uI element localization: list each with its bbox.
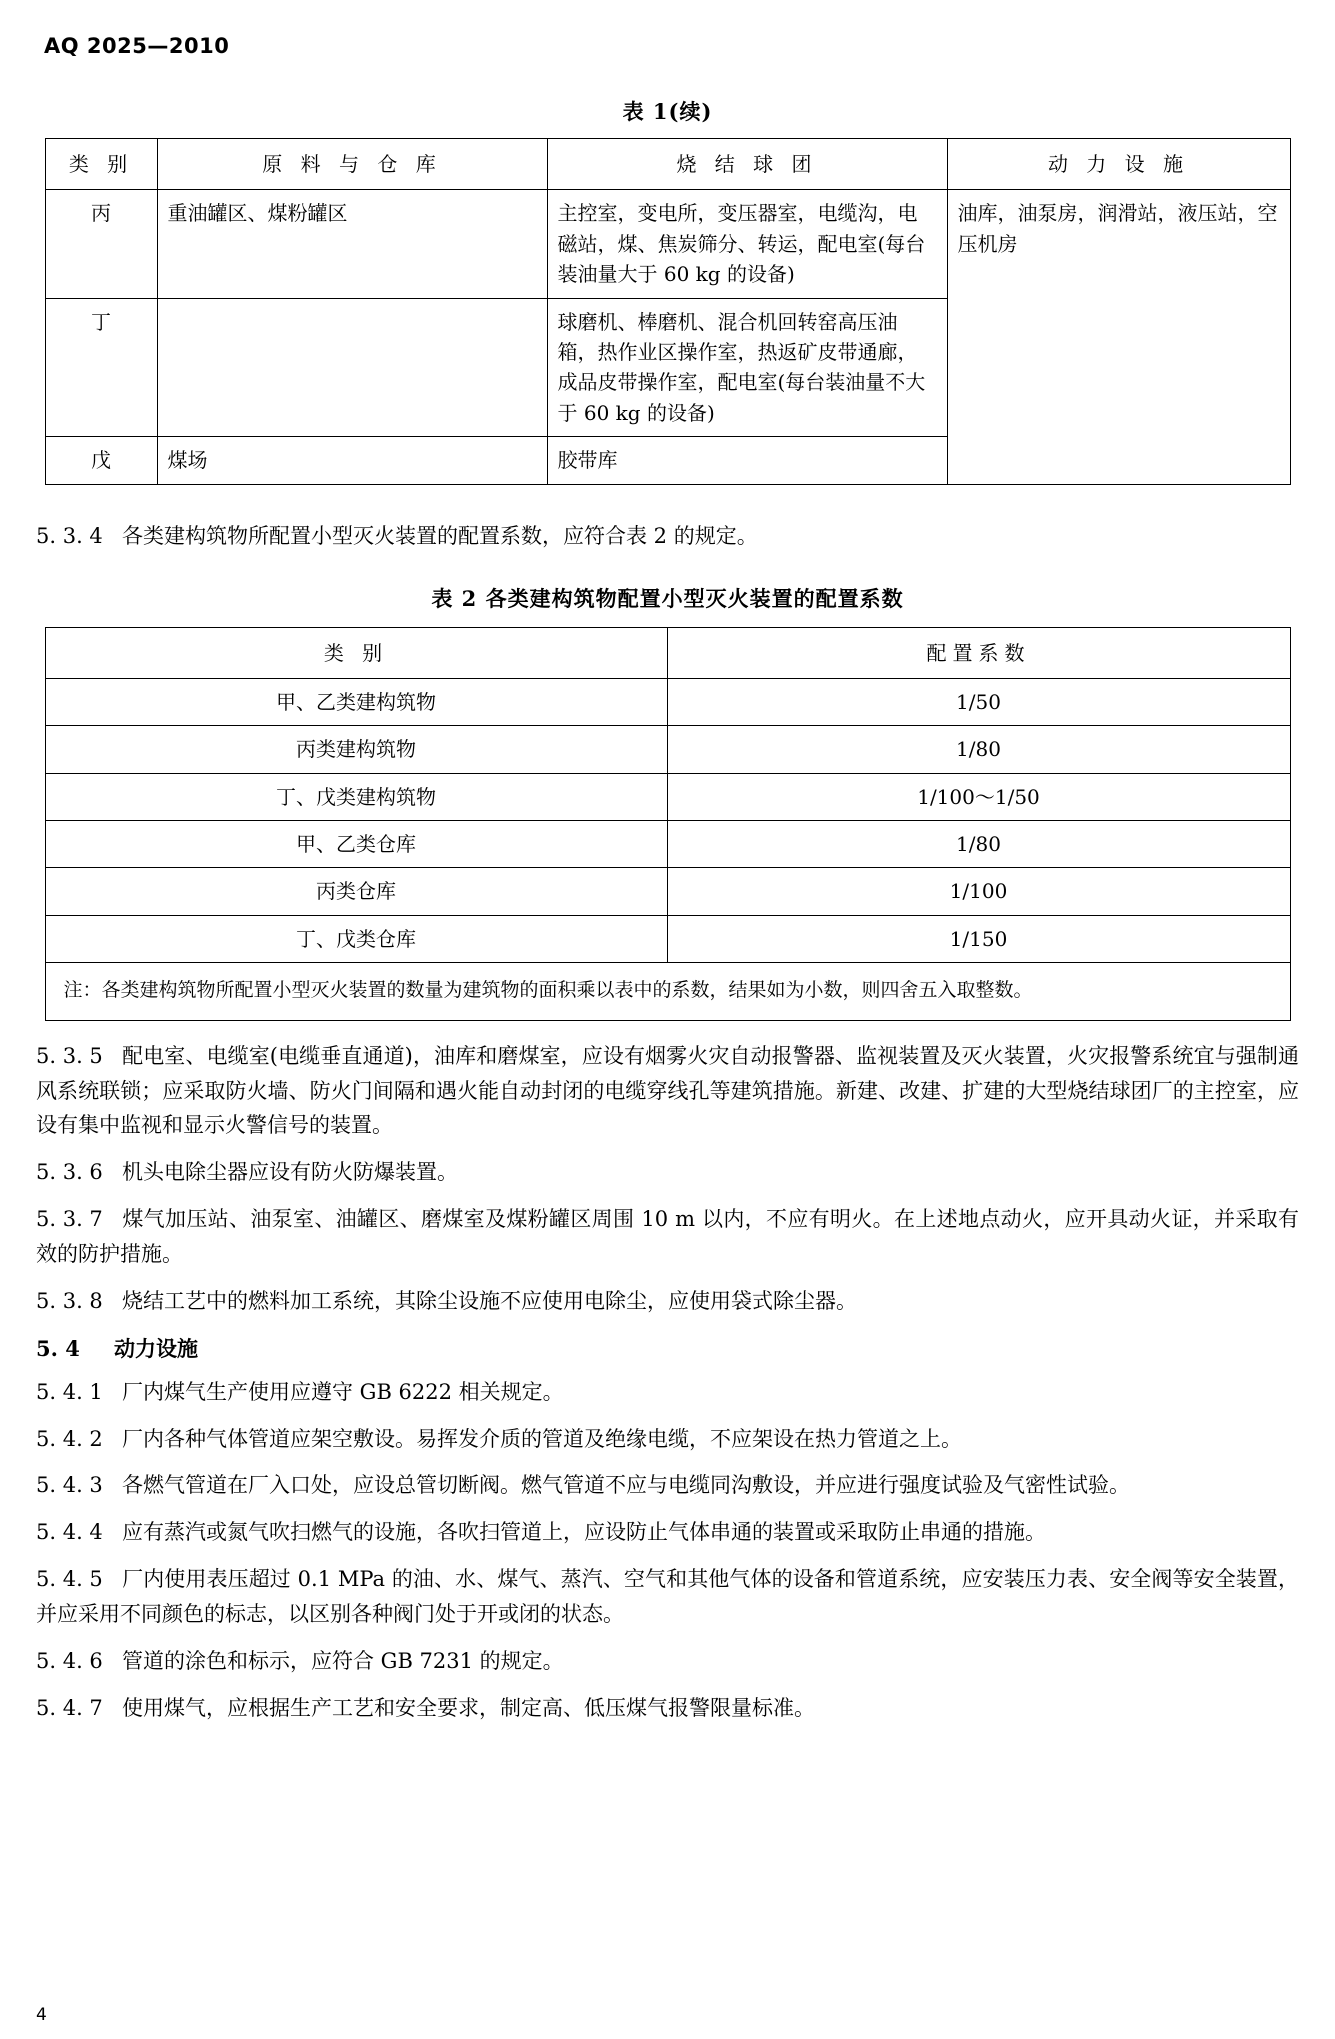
clause-5-4-2-number: 5. 4. 2: [36, 1426, 103, 1451]
table2-row6-coefficient: 1/150: [667, 915, 1290, 962]
clause-5-4-6-number: 5. 4. 6: [36, 1648, 103, 1673]
clause-5-4-4-number: 5. 4. 4: [36, 1520, 103, 1545]
clause-5-4-7: [36, 1691, 1299, 1726]
clause-5-3-4: [36, 519, 1299, 553]
clause-5-3-4-number: 5. 3. 4: [36, 523, 103, 548]
table1-row3-materials: 煤场: [157, 437, 547, 484]
table-header-row: [45, 139, 1290, 190]
clause-5-4-1: [36, 1375, 1299, 1410]
clause-5-3-8: [36, 1284, 1299, 1319]
table1-row2-materials: [157, 298, 547, 437]
clause-5-4-2: [36, 1422, 1299, 1457]
table-note-row: [45, 963, 1290, 1020]
table2-col-coefficient: 配置系数: [667, 627, 1290, 678]
clause-5-4-1-text: 厂内煤气生产使用应遵守 GB 6222 相关规定。: [122, 1379, 564, 1404]
standard-code-header: AQ 2025—2010: [44, 34, 230, 58]
clause-5-3-6-text: 机头电除尘器应设有防火防爆装置。: [122, 1160, 458, 1185]
table2-col-category: 类 别: [45, 627, 667, 678]
table1-row1-sinter: 主控室，变电所，变压器室，电缆沟，电磁站，煤、焦炭筛分、转运，配电室(每台装油量大于 60 kg 的设备): [547, 190, 947, 298]
table1-row1-class: 丙: [45, 190, 157, 298]
clause-5-4-2-text: 厂内各种气体管道应架空敷设。易挥发介质的管道及绝缘电缆，不应架设在热力管道之上。: [122, 1426, 962, 1451]
table2-note: 注：各类建构筑物所配置小型灭火装置的数量为建筑物的面积乘以表中的系数，结果如为小数，则四舍五入取整数。: [45, 963, 1290, 1020]
clause-5-4-6: [36, 1644, 1299, 1679]
table2-row6-category: 丁、戊类仓库: [45, 915, 667, 962]
table1-col-materials: 原 料 与 仓 库: [157, 139, 547, 190]
table1-col-power: 动 力 设 施: [947, 139, 1290, 190]
clause-5-3-6-number: 5. 3. 6: [36, 1160, 103, 1185]
clause-5-3-7-text: 煤气加压站、油泵室、油罐区、磨煤室及煤粉罐区周围 10 m 以内，不应有明火。在上述地点动火，应开具动火证，并采取有效的防护措施。: [36, 1207, 1299, 1266]
table-header-row: [45, 627, 1290, 678]
clause-5-4-3-number: 5. 4. 3: [36, 1473, 103, 1498]
table2-row3-coefficient: 1/100～1/50: [667, 773, 1290, 820]
clause-5-3-7-number: 5. 3. 7: [36, 1207, 103, 1232]
clause-5-4-4-text: 应有蒸汽或氮气吹扫燃气的设施，各吹扫管道上，应设防止气体串通的装置或采取防止串通的措施。: [122, 1520, 1046, 1545]
section-5-4-title: 动力设施: [114, 1335, 198, 1361]
clause-5-3-6: [36, 1155, 1299, 1190]
clause-5-4-5-text: 厂内使用表压超过 0.1 MPa 的油、水、煤气、蒸汽、空气和其他气体的设备和管道系统，应安装压力表、安全阀等安全装置，并应采用不同颜色的标志，以区别各种阀门处于开或闭的状态。: [36, 1567, 1299, 1626]
table2-row1-coefficient: 1/50: [667, 678, 1290, 725]
table-row: [45, 678, 1290, 725]
clause-5-3-8-number: 5. 3. 8: [36, 1288, 103, 1313]
table1-row3-sinter: 胶带库: [547, 437, 947, 484]
table2-caption: 表 2 各类建构筑物配置小型灭火装置的配置系数: [431, 585, 904, 611]
clause-5-4-5: [36, 1562, 1299, 1632]
table2-row2-coefficient: 1/80: [667, 726, 1290, 773]
table1-caption: 表 1(续): [622, 99, 713, 124]
clause-5-3-5-text: 配电室、电缆室(电缆垂直通道)，油库和磨煤室，应设有烟雾火灾自动报警器、监视装置及灭火装置，火灾报警系统宜与强制通风系统联锁；应采取防火墙、防火门间隔和遇火能自动封闭的电缆穿线孔等建筑措施。新建、改建、扩建的大型烧结球团厂的主控室，应设有集中监视和显示火警信号的装置。: [36, 1043, 1299, 1138]
clause-5-3-8-text: 烧结工艺中的燃料加工系统，其除尘设施不应使用电除尘，应使用袋式除尘器。: [122, 1288, 857, 1313]
table2-row4-category: 甲、乙类仓库: [45, 821, 667, 868]
table1-row2-class: 丁: [45, 298, 157, 437]
table1-row2-sinter: 球磨机、棒磨机、混合机回转窑高压油箱，热作业区操作室，热返矿皮带通廊，成品皮带操作室，配电室(每台装油量不大于 60 kg 的设备): [547, 298, 947, 437]
clause-5-4-1-number: 5. 4. 1: [36, 1379, 103, 1404]
table2-row2-category: 丙类建构筑物: [45, 726, 667, 773]
clause-5-4-3-text: 各燃气管道在厂入口处，应设总管切断阀。燃气管道不应与电缆同沟敷设，并应进行强度试验及气密性试验。: [122, 1473, 1130, 1498]
section-5-4-number: 5. 4: [36, 1335, 80, 1361]
table2-row1-category: 甲、乙类建构筑物: [45, 678, 667, 725]
clause-5-4-7-text: 使用煤气，应根据生产工艺和安全要求，制定高、低压煤气报警限量标准。: [122, 1695, 815, 1720]
table1-power-cell: 油库，油泵房，润滑站，液压站，空压机房: [947, 190, 1290, 484]
table1-row3-class: 戊: [45, 437, 157, 484]
clause-5-3-5-number: 5. 3. 5: [36, 1043, 103, 1068]
table2-row5-category: 丙类仓库: [45, 868, 667, 915]
table-2: [45, 627, 1291, 1021]
table-row: [45, 726, 1290, 773]
clause-5-4-6-text: 管道的涂色和标示，应符合 GB 7231 的规定。: [122, 1648, 564, 1673]
table2-row5-coefficient: 1/100: [667, 868, 1290, 915]
table2-row3-category: 丁、戊类建构筑物: [45, 773, 667, 820]
clause-5-4-7-number: 5. 4. 7: [36, 1695, 103, 1720]
clause-5-4-4: [36, 1515, 1299, 1550]
clause-5-3-5: [36, 1039, 1299, 1144]
page-number: 4: [36, 2005, 47, 2025]
section-5-4-heading: [36, 1333, 1299, 1363]
table1-col-sinter: 烧 结 球 团: [547, 139, 947, 190]
clause-5-4-5-number: 5. 4. 5: [36, 1567, 103, 1592]
table1-col-class: 类 别: [45, 139, 157, 190]
table2-row4-coefficient: 1/80: [667, 821, 1290, 868]
table-row: [45, 190, 1290, 298]
clause-5-4-3: [36, 1468, 1299, 1503]
table1-row1-materials: 重油罐区、煤粉罐区: [157, 190, 547, 298]
clause-5-3-7: [36, 1202, 1299, 1272]
table-row: [45, 821, 1290, 868]
table-row: [45, 868, 1290, 915]
table-1: [45, 138, 1291, 485]
clause-5-3-4-text: 各类建构筑物所配置小型灭火装置的配置系数，应符合表 2 的规定。: [122, 523, 758, 548]
table-row: [45, 915, 1290, 962]
table-row: [45, 773, 1290, 820]
